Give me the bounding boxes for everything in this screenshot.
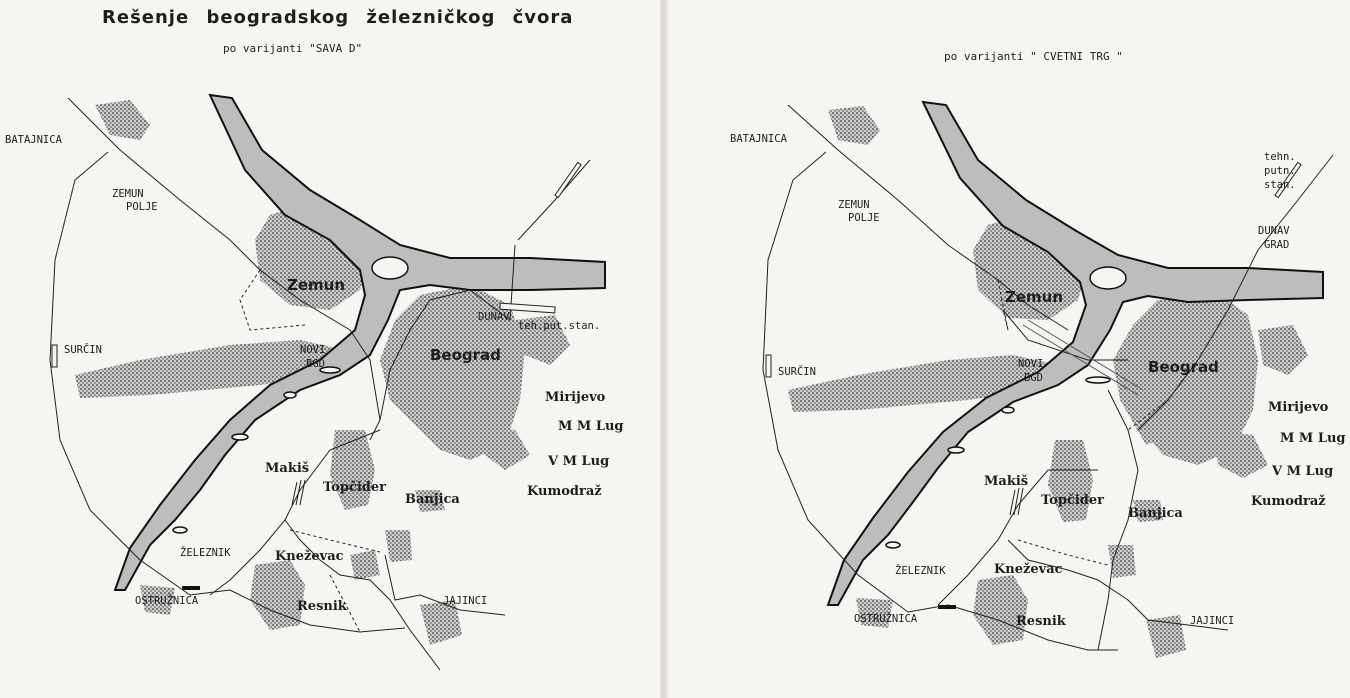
beograd-label: Beograd [1148,358,1219,376]
left-page [0,0,660,698]
zeleznik-label: ŽELEZNIK [180,547,231,559]
tehn-label-1: tehn. [1264,151,1296,163]
teh-put-stan-label: teh.put.stan. [518,320,601,332]
jajinci-label: JAJINCI [443,595,488,607]
ostruznica-label: OSTRUŽNICA [854,613,918,625]
book-gutter [660,0,668,698]
kumodraz-label: Kumodraž [527,484,602,499]
surcin-label: SURČIN [778,366,816,378]
kumodraz-label: Kumodraž [1251,494,1326,509]
tehn-label-3: stan. [1264,179,1296,191]
page-title: Rešenje beogradskog železničkog čvora [102,7,574,28]
tehn-label-2: putn. [1264,165,1296,177]
knezevac-label: Kneževac [994,562,1063,577]
resnik-label: Resnik [297,599,347,614]
right-variant-subtitle: po varijanti " CVETNI TRG " [944,50,1123,63]
zemun-polje-label-2: POLJE [126,201,158,213]
vm-lug-label: V M Lug [548,454,610,469]
dunav-grad-label-2: GRAD [1264,239,1290,251]
banjica-label: Banjica [405,492,460,507]
jajinci-label: JAJINCI [1190,615,1235,627]
right-page [668,0,1350,698]
zemun-polje-label-2: POLJE [848,212,880,224]
novi-bgd-label-1: NOVI [1018,358,1044,370]
topcider-label: Topčider [323,480,387,495]
novi-bgd-label-1: NOVI [300,344,326,356]
vm-lug-label: V M Lug [1272,464,1334,479]
right-railway-map [668,0,1350,698]
mm-lug-label: M M Lug [558,419,624,434]
topcider-label: Topčider [1041,493,1105,508]
left-railway-map [0,0,660,698]
zemun-polje-label-1: ZEMUN [838,199,870,211]
ostruznica-label: OSTRUŽNICA [135,595,199,607]
zemun-label: Zemun [1005,288,1064,306]
zemun-label: Zemun [287,276,346,294]
resnik-label: Resnik [1016,614,1066,629]
batajnica-label: BATAJNICA [730,133,787,145]
surcin-label: SURČIN [64,344,102,356]
mm-lug-label: M M Lug [1280,431,1346,446]
batajnica-label: BATAJNICA [5,134,62,146]
novi-bgd-label-2: BGD [1024,372,1043,384]
mirijevo-label: Mirijevo [545,390,606,405]
banjica-label: Banjica [1128,506,1183,521]
makis-label: Makiš [984,474,1029,489]
makis-label: Makiš [265,461,310,476]
knezevac-label: Kneževac [275,549,344,564]
zeleznik-label: ŽELEZNIK [895,565,946,577]
beograd-label: Beograd [430,346,501,364]
novi-bgd-label-2: BGD [306,358,325,370]
dunav-label: DUNAV [478,311,510,323]
dunav-grad-label-1: DUNAV [1258,225,1290,237]
zemun-polje-label-1: ZEMUN [112,188,144,200]
mirijevo-label: Mirijevo [1268,400,1329,415]
left-variant-subtitle: po varijanti "SAVA D" [223,42,363,55]
